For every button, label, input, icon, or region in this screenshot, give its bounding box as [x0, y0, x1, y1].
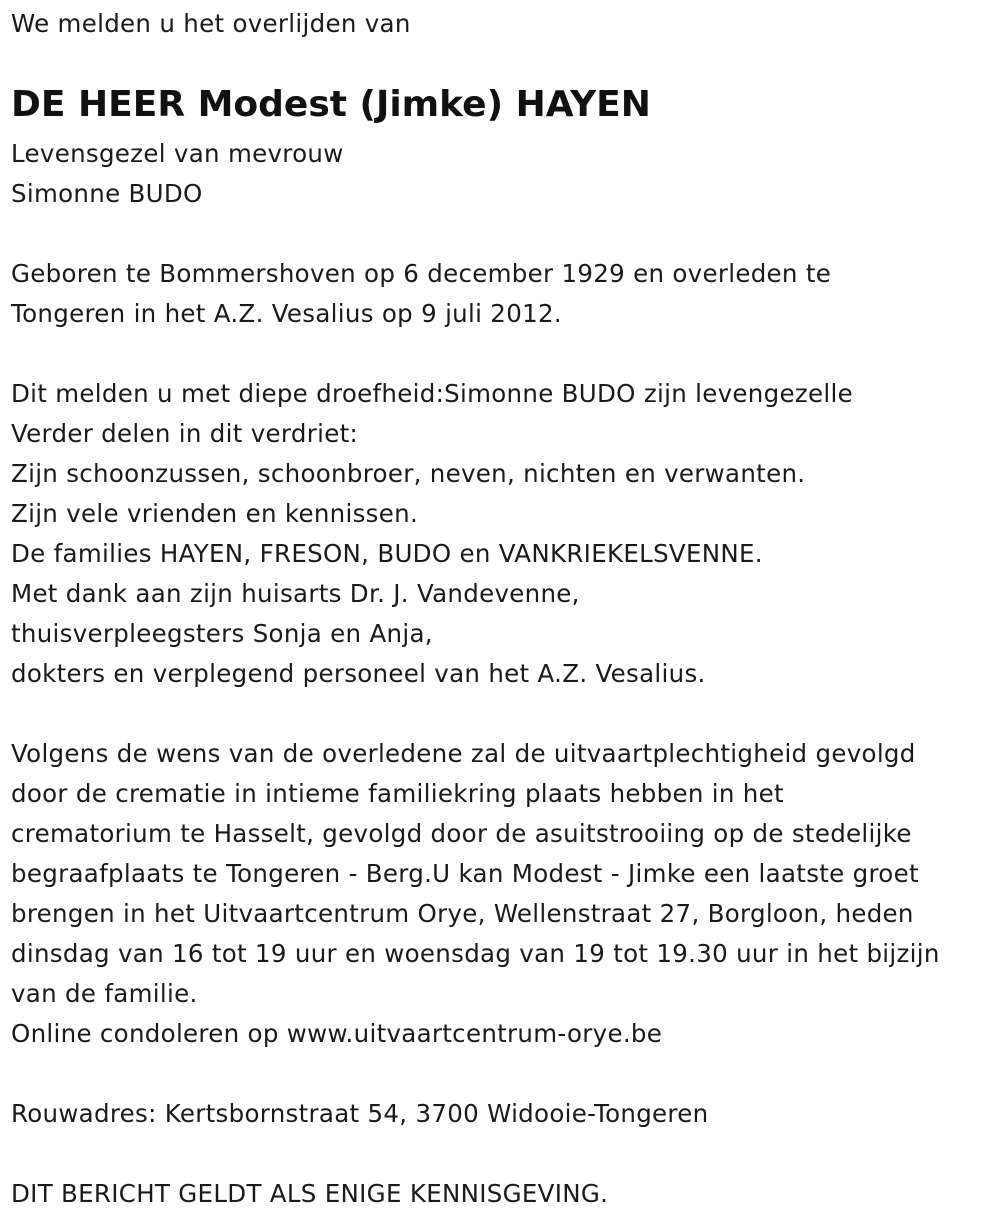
partner-line-2: Simonne BUDO: [11, 179, 203, 208]
ceremony-line-7: van de familie.: [11, 979, 198, 1008]
mourners-line-1: Dit melden u met diepe droefheid:Simonne BUDO zijn levengezelle: [11, 379, 853, 408]
ceremony-line-6: dinsdag van 16 tot 19 uur en woensdag van 19 tot 19.30 uur in het bijzijn: [11, 939, 940, 968]
mourners-line-2: Verder delen in dit verdriet:: [11, 419, 359, 448]
ceremony-line-5: brengen in het Uitvaartcentrum Orye, Wellenstraat 27, Borgloon, heden: [11, 899, 914, 928]
mourners-line-5: De families HAYEN, FRESON, BUDO en VANKRIEKELSVENNE.: [11, 539, 763, 568]
official-notice: DIT BERICHT GELDT ALS ENIGE KENNISGEVING.: [11, 1179, 609, 1208]
partner-line-1: Levensgezel van mevrouw: [11, 139, 344, 168]
ceremony-line-2: door de crematie in intieme familiekring plaats hebben in het: [11, 779, 784, 808]
mourners-line-6: Met dank aan zijn huisarts Dr. J. Vandevenne,: [11, 579, 580, 608]
ceremony-line-3: crematorium te Hasselt, gevolgd door de asuitstrooiing op de stedelijke: [11, 819, 912, 848]
ceremony-line-1: Volgens de wens van de overledene zal de uitvaartplechtigheid gevolgd: [11, 739, 916, 768]
mourners-line-7: thuisverpleegsters Sonja en Anja,: [11, 619, 433, 648]
deceased-name: DE HEER Modest (Jimke) HAYEN: [11, 84, 651, 125]
mourning-address: Rouwadres: Kertsbornstraat 54, 3700 Widooie-Tongeren: [11, 1099, 709, 1128]
mourners-line-8: dokters en verplegend personeel van het A.Z. Vesalius.: [11, 659, 706, 688]
birth-death-line-2: Tongeren in het A.Z. Vesalius op 9 juli 2012.: [11, 299, 562, 328]
mourners-line-3: Zijn schoonzussen, schoonbroer, neven, nichten en verwanten.: [11, 459, 806, 488]
mourners-line-4: Zijn vele vrienden en kennissen.: [11, 499, 419, 528]
online-condolence-line: Online condoleren op www.uitvaartcentrum-orye.be: [11, 1019, 663, 1048]
ceremony-line-4: begraafplaats te Tongeren - Berg.U kan Modest - Jimke een laatste groet: [11, 859, 919, 888]
intro-text: We melden u het overlijden van: [11, 9, 411, 38]
birth-death-line-1: Geboren te Bommershoven op 6 december 1929 en overleden te: [11, 259, 832, 288]
